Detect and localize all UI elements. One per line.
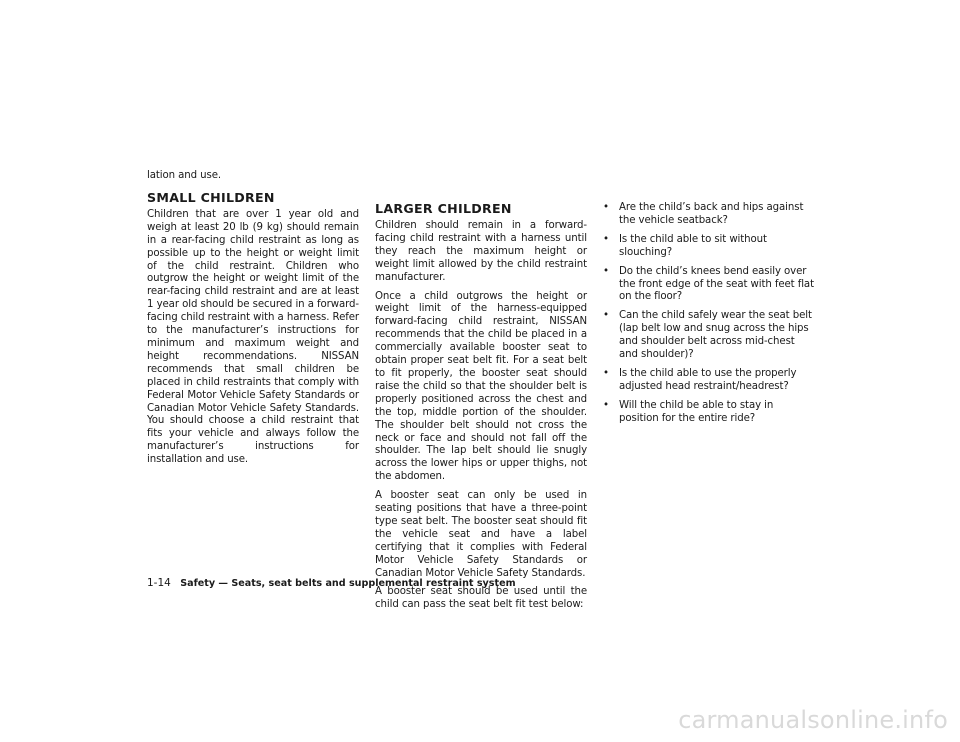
fit-test-list (603, 202, 815, 426)
bullet-icon: • (603, 310, 609, 322)
intro-text: lation and use. (147, 170, 222, 181)
fit-test-item (603, 400, 815, 426)
column-left (147, 170, 359, 473)
fit-test-text: Do the child’s knees bend easily over the front edge of the seat with feet flat on the floor? (619, 265, 814, 303)
fit-test-item (603, 266, 815, 305)
page-number: 1-14 (147, 577, 171, 589)
small-children-heading: SMALL CHILDREN (147, 189, 275, 205)
column-middle (375, 202, 587, 618)
bullet-icon: • (603, 265, 609, 277)
fit-test-text: Is the child able to sit without slouching? (619, 233, 767, 258)
fit-test-item (603, 368, 815, 394)
bullet-icon: • (603, 233, 609, 245)
page-footer (147, 577, 516, 589)
fit-test-item (603, 310, 815, 362)
section-title: Safety — Seats, seat belts and supplemental restraint system (180, 578, 516, 589)
watermark: carmanualsonline.info (678, 706, 948, 734)
column-right (603, 202, 815, 432)
larger-children-paragraph: A booster seat should be used until the child can pass the seat belt fit test below: (375, 586, 587, 611)
bullet-icon: • (603, 367, 609, 379)
larger-children-paragraph: Children should remain in a forward-facing child restraint with a harness until they reach the maximum height or weight limit allowed by the child restraint manufacturer. (375, 220, 587, 283)
fit-test-item (603, 234, 815, 260)
fit-test-text: Will the child be able to stay in position for the entire ride? (619, 399, 774, 424)
fit-test-text: Are the child’s back and hips against the vehicle seatback? (619, 202, 804, 226)
bullet-icon: • (603, 202, 609, 213)
larger-children-paragraph: Once a child outgrows the height or weight limit of the harness-equipped forward-facing child restraint, NISSAN recommends that the child be placed in a commercially available booster seat to obtain proper seat belt fit. For a seat belt to fit properly, the booster seat should raise the child so that the shoulder belt is properly positioned across the chest and the top, middle portion of the shoulder. The shoulder belt should not cross the neck or face and should not fall off the shoulder. The lap belt should lie snugly across the lower hips or upper thighs, not the abdomen. (375, 290, 587, 483)
fit-test-item (603, 202, 815, 228)
larger-children-heading: LARGER CHILDREN (375, 201, 512, 216)
fit-test-text: Is the child able to use the properly adjusted head restraint/headrest? (619, 367, 797, 392)
larger-children-paragraph: A booster seat can only be used in seating positions that have a three-point type seat belt. The booster seat should fit the vehicle seat and have a label certifying that it complies with Federal Motor Vehicle Safety Standards or Canadian Motor Vehicle Safety Standards. (375, 490, 587, 579)
bullet-icon: • (603, 399, 609, 411)
small-children-body: Children that are over 1 year old and weigh at least 20 lb (9 kg) should remain in a rear-facing child restraint as long as possible up to the height or weight limit of the child restraint. Children who outgrow the height or weight limit of the rear-facing child restraint and are at least 1 year old should be secured in a forward-facing child restraint with a harness. Refer to the manufacturer’s instructions for minimum and maximum weight and height recommendations. NISSAN recommends that small children be placed in child restraints that comply with Federal Motor Vehicle Safety Standards or Canadian Motor Vehicle Safety Standards. You should choose a child restraint that fits your vehicle and always follow the manufacturer’s instructions for installation and use. (147, 208, 359, 466)
fit-test-text: Can the child safely wear the seat belt (lap belt low and snug across the hips and shoulder belt across mid-chest and shoulder)? (619, 310, 812, 361)
